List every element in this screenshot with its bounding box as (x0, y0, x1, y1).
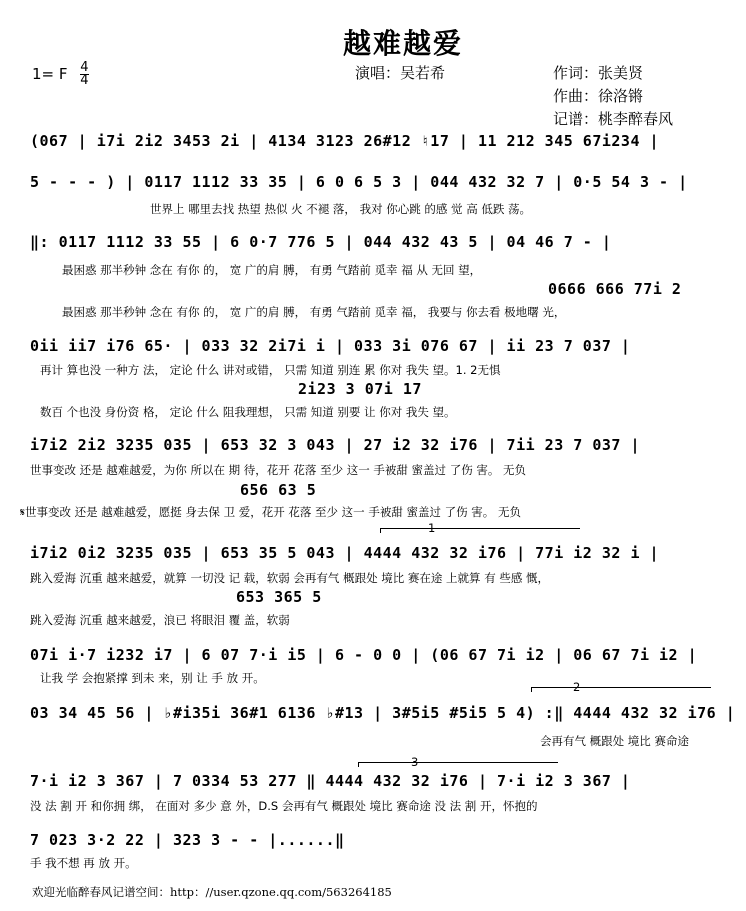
notation-row-1: (067 | i7i 2i2 3453 2i | 4134 3123 26#12 ♮17 | 11 212 345 67i234 | (30, 132, 660, 150)
lyricist-credit: 作词：张美贤 (553, 64, 644, 82)
time-top: 4 (80, 60, 89, 75)
notation-row-3-alt: 0666 666 77i 2 (548, 280, 682, 298)
notation-row-6-alt: 653 365 5 (236, 588, 322, 606)
lyrics-row-6-line-2: 跳入爱海 沉重 越来越爱，浪已 将眼泪 覆 盖，软弱 (30, 613, 290, 627)
lyrics-row-3-line-1: 最困惑 那半秒钟 念在 有你 的， 宽 广的肩 膊， 有勇 气踏前 觅幸 福 从 无回 望， (62, 263, 482, 277)
notation-row-2: 5 - - - ) | 0117 1112 33 35 | 6 0 6 5 3 | 044 432 32 7 | 0·5 54 3 - | (30, 173, 688, 191)
lyrics-row-4-line-2: 数百 个也没 身份资 格， 定论 什么 阻我理想， 只需 知道 别要 让 你对 我失 望。 (40, 405, 456, 419)
lyrics-row-8-line-1: 会再有气 概跟处 境比 赛命途 (540, 734, 689, 748)
volta-1-label: 1 (428, 521, 436, 535)
volta-3-label: 3 (411, 755, 419, 769)
lyrics-row-2-line-1: 世界上 哪里去找 热望 热似 火 不褪 落， 我对 你心跳 的感 觉 高 低跌 荡。 (150, 202, 532, 216)
lyrics-row-5-line-1: 世事变改 还是 越难越爱，为你 所以在 期 待，花开 花落 至少 这一 手被甜 蜜盖过 了伤 害。 无负 (30, 463, 527, 477)
lyrics-row-5-line-2: 𝄋世事变改 还是 越难越爱，愿挺 身去保 卫 爱，花开 花落 至少 这一 手被甜 蜜盖过 了伤 害。 无负 (20, 505, 521, 519)
transcriber-credit: 记谱：桃李醉春风 (553, 110, 674, 128)
notation-row-5: i7i2 2i2 3235 035 | 653 32 3 043 | 27 i2 32 i76 | 7ii 23 7 037 | (30, 436, 640, 454)
key-label: 1= F (32, 65, 68, 83)
lyrics-row-6-line-1: 跳入爱海 沉重 越来越爱，就算 一切没 记 载，软弱 会再有气 概跟处 境比 赛在途 上就算 有 些感 慨， (30, 571, 550, 585)
time-signature (80, 62, 88, 87)
notation-row-9: 7·i i2 3 367 | 7 0334 53 277 ‖ 4444 432 32 i76 | 7·i i2 3 367 | (30, 772, 631, 790)
notation-row-4: 0ii ii7 i76 65· | 033 32 2i7i i | 033 3i 076 67 | ii 23 7 037 | (30, 337, 631, 355)
lyrics-row-4-line-1: 再计 算也没 一种方 法， 定论 什么 讲对或错， 只需 知道 别连 累 你对 我失 望。1. 2无惧 (40, 363, 501, 377)
time-bottom: 4 (80, 73, 89, 88)
composer-credit: 作曲：徐洛锵 (553, 87, 644, 105)
volta-2-label: 2 (573, 680, 581, 694)
notation-row-6: i7i2 0i2 3235 035 | 653 35 5 043 | 4444 432 32 i76 | 77i i2 32 i | (30, 544, 660, 562)
lyrics-row-9-line-1: 没 法 割 开 和你拥 绑， 在面对 多少 意 外，D.S 会再有气 概跟处 境比 赛命途 没 法 割 开，怀抱的 (30, 799, 538, 813)
notation-row-10: 7 023 3·2 22 | 323 3 - - |......‖ (30, 831, 345, 849)
lyrics-row-7-line-1: 让我 学 会抱紧撑 到未 来，别 让 手 放 开。 (40, 671, 265, 685)
notation-row-3: ‖: 0117 1112 33 55 | 6 0·7 776 5 | 044 432 43 5 | 04 46 7 - | (30, 233, 612, 251)
lyrics-row-10-line-1: 手 我不想 再 放 开。 (30, 856, 137, 870)
notation-row-5-alt: 656 63 5 (240, 481, 317, 499)
singer-credit: 演唱：吴若希 (355, 64, 446, 82)
notation-row-8: 03 34 45 56 | ♭#i35i 36#1 6136 ♭#13 | 3#5i5 #5i5 5 4) :‖ 4444 432 32 i76 | (30, 704, 736, 722)
notation-row-4-alt: 2i23 3 07i 17 (298, 380, 422, 398)
notation-row-7: 07i i·7 i232 i7 | 6 07 7·i i5 | 6 - 0 0 | (06 67 7i i2 | 06 67 7i i2 | (30, 646, 698, 664)
lyrics-row-3-line-2: 最困惑 那半秒钟 念在 有你 的， 宽 广的肩 膊， 有勇 气踏前 觅幸 福， 我要与 你去看 极地曙 光， (62, 305, 566, 319)
song-title: 越难越爱 (343, 27, 464, 60)
footer-credit: 欢迎光临醉春风记谱空间：http：//user.qzone.qq.com/563264185 (32, 885, 392, 899)
key-signature (32, 62, 89, 87)
